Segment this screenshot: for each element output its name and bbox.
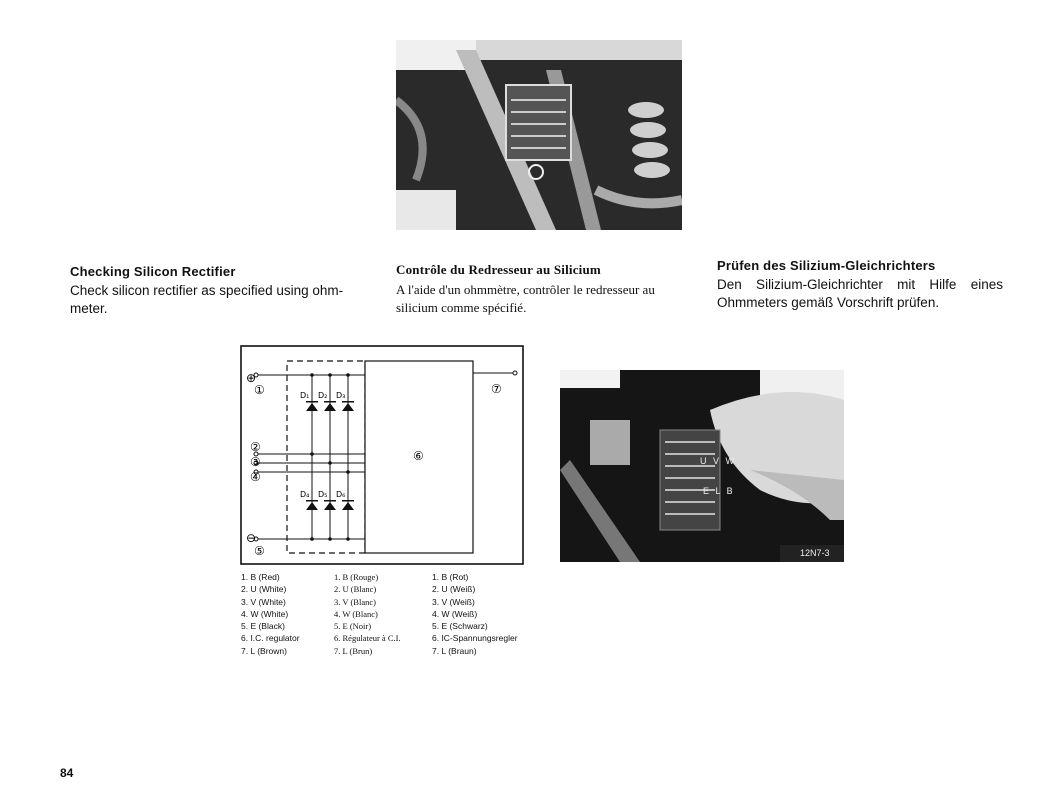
french-section (396, 262, 684, 317)
legend-item: 7. L (Brun) (334, 645, 373, 656)
english-body: Check silicon rectifier as specified using ohm-meter. (70, 283, 344, 316)
legend-english (241, 571, 300, 657)
diode-d4-label: D₄ (300, 490, 310, 499)
rectifier-circuit-diagram (240, 345, 526, 567)
legend-item: 3. V (Blanc) (334, 596, 376, 607)
terminal-uvw-labels: U V W (700, 456, 736, 466)
diode-d5-label: D₅ (318, 490, 328, 499)
diode-d2-label: D₂ (318, 391, 328, 400)
legend-french (334, 571, 401, 657)
legend-item: 4. W (Blanc) (334, 608, 378, 619)
terminal-plus-label: ⊕ (246, 371, 257, 385)
legend-item: 4. W (Weiß) (432, 608, 478, 619)
terminal-minus-label: ⊖ (246, 531, 257, 545)
legend-item: 6. I.C. regulator (241, 633, 300, 644)
legend-item: 7. L (Brown) (241, 645, 287, 656)
terminal-elb-labels: E L B (703, 486, 735, 496)
legend-item: 7. L (Braun) (432, 645, 477, 656)
legend-item: 5. E (Noir) (334, 621, 372, 632)
legend-item: 2. U (Weiß) (432, 584, 476, 595)
english-title: Checking Silicon Rectifier (70, 264, 236, 279)
french-body: A l'aide d'un ohmmètre, contrôler le redresseur au silicium comme spécifié. (396, 282, 655, 315)
rectifier-location-photo (396, 40, 682, 230)
legend-item: 6. Régulateur à C.I. (334, 633, 401, 644)
legend-item: 2. U (Blanc) (334, 584, 377, 595)
page-number: 84 (60, 766, 74, 780)
regulator-mark: ⑥ (413, 449, 424, 463)
legend-item: 2. U (White) (241, 584, 287, 595)
terminal-3-label: ③ (250, 455, 261, 469)
legend-item: 3. V (White) (241, 596, 286, 607)
terminal-5-label: ⑤ (254, 544, 265, 558)
german-title: Prüfen des Silizium-Gleichrichters (717, 258, 936, 273)
terminal-1-label: ① (254, 383, 265, 397)
legend-item: 1. B (Rot) (432, 572, 469, 582)
legend-item: 6. IC-Spannungsregler (432, 633, 518, 644)
terminal-4-label: ④ (250, 470, 261, 484)
diode-d6-label: D₆ (336, 490, 346, 499)
rectifier-test-photo (560, 370, 844, 562)
legend-item: 5. E (Black) (241, 621, 285, 632)
legend-item: 1. B (Red) (241, 572, 280, 582)
legend-item: 3. V (Weiß) (432, 596, 475, 607)
legend-item: 5. E (Schwarz) (432, 621, 488, 632)
german-section (717, 258, 1003, 312)
diode-d3-label: D₃ (336, 391, 346, 400)
legend-item: 4. W (White) (241, 608, 289, 619)
legend-german (432, 571, 518, 657)
french-title: Contrôle du Redresseur au Silicium (396, 262, 601, 277)
german-body: Den Silizium-Gleichrichter mit Hilfe eines Ohmmeters gemäß Vorschrift prüfen. (717, 277, 1003, 310)
output-mark: ⑦ (491, 382, 502, 396)
battery-code-label: 12N7-3 (800, 548, 830, 558)
terminal-2-label: ② (250, 440, 261, 454)
legend-item: 1. B (Rouge) (334, 572, 379, 582)
english-section (70, 264, 370, 318)
diode-d1-label: D₁ (300, 391, 310, 400)
